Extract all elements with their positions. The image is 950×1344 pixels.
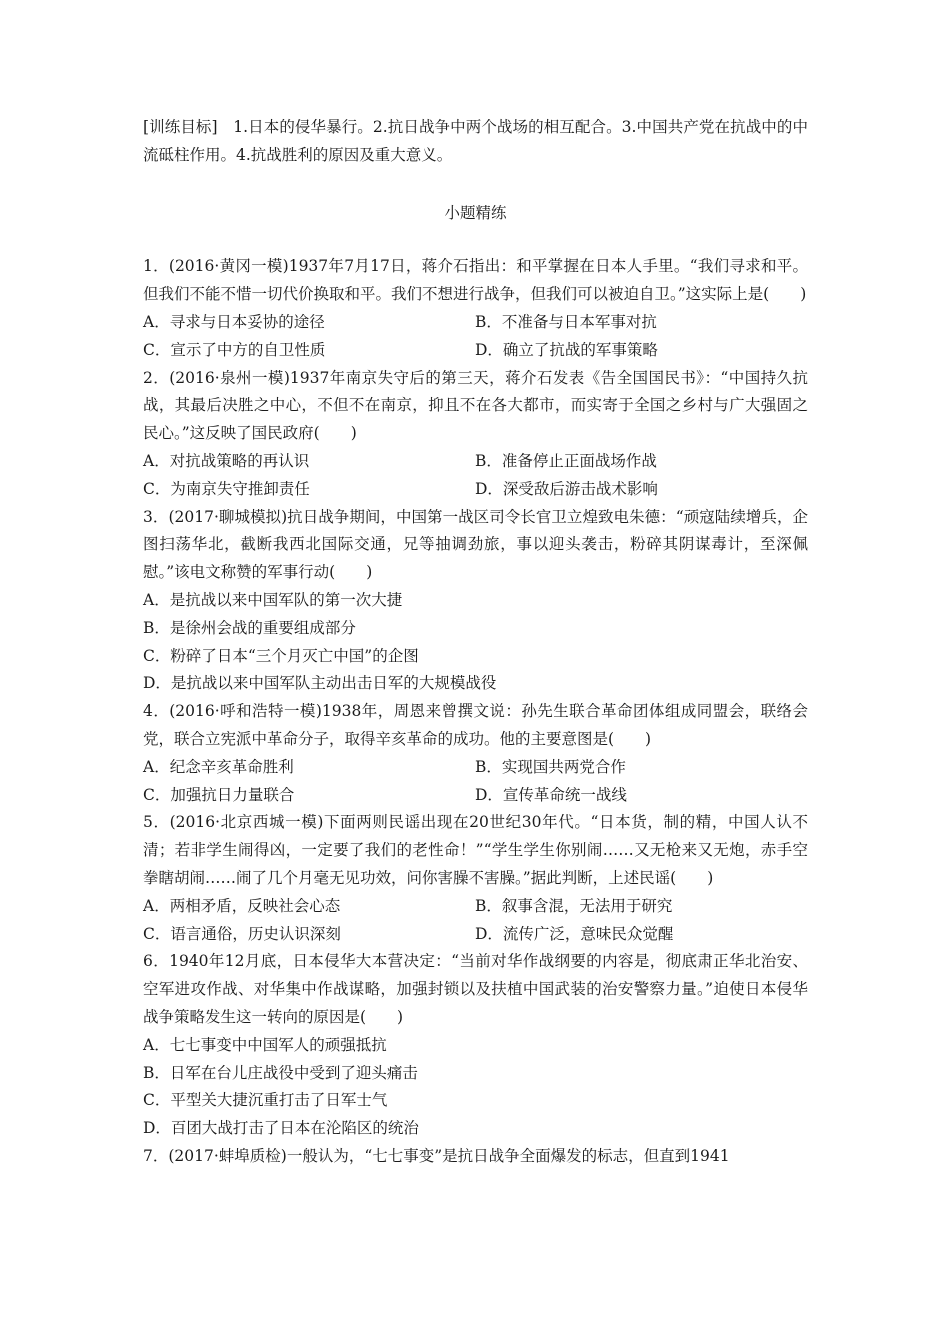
option-d: D．深受敌后游击战术影响 xyxy=(475,479,658,498)
question-stem: 5．(2016·北京西城一模)下面两则民谣出现在20世纪30年代。“日本货，制的精，中国人认不清；若非学生闹得凶，一定要了我们的老性命！”“学生学生你别闹……又无枪来又无炮，赤手空拳瞎胡闹……闹了几个月毫无见功效，问你害臊不害臊。”据此判断，上述民谣( ) xyxy=(143,813,808,887)
option-a: A．寻求与日本妥协的途径 xyxy=(143,312,325,331)
option-c: C．语言通俗，历史认识深刻 xyxy=(143,924,341,943)
question-stem: 2．(2016·泉州一模)1937年南京失守后的第三天，蒋介石发表《告全国国民书》：“中国持久抗战，其最后决胜之中心，不但不在南京，抑且不在各大都市，而实寄于全国之乡村与广大强固之民心。”这反映了国民政府( ) xyxy=(143,368,808,443)
options-row xyxy=(143,893,808,921)
option-a: A．对抗战策略的再认识 xyxy=(143,451,310,470)
options-row xyxy=(143,448,808,476)
option-d: D．流传广泛，意味民众觉醒 xyxy=(475,924,674,943)
options-row xyxy=(143,476,808,504)
question-stem: 6．1940年12月底，日本侵华大本营决定：“当前对华作战纲要的内容是，彻底肃正华北治安、空军进攻作战、对华集中作战谋略，加强封锁以及扶植中国武装的治安警察力量。”迫使日本侵华战争策略发生这一转向的原因是( ) xyxy=(143,952,808,1026)
options-row xyxy=(143,921,808,949)
option-d: D．确立了抗战的军事策略 xyxy=(475,340,658,359)
question-stem: 4．(2016·呼和浩特一模)1938年，周恩来曾撰文说：孙先生联合革命团体组成同盟会，联络会党，联合立宪派中革命分子，取得辛亥革命的成功。他的主要意图是( ) xyxy=(143,702,808,748)
option-b: B．准备停止正面战场作战 xyxy=(475,451,657,470)
option-b: B．不准备与日本军事对抗 xyxy=(475,312,657,331)
question-1 xyxy=(143,253,808,364)
options-row xyxy=(143,782,808,810)
option-a: A．两相矛盾，反映社会心态 xyxy=(143,896,341,915)
question-3 xyxy=(143,504,808,699)
option-b: B．日军在台儿庄战役中受到了迎头痛击 xyxy=(143,1063,418,1082)
option-b: B．是徐州会战的重要组成部分 xyxy=(143,618,356,637)
question-stem: 1．(2016·黄冈一模)1937年7月17日，蒋介石指出：和平掌握在日本人手里。“我们寻求和平。但我们不能不惜一切代价换取和平。我们不想进行战争，但我们可以被迫自卫。”这实际上是( ) xyxy=(143,257,808,304)
option-a: A．是抗战以来中国军队的第一次大捷 xyxy=(143,590,403,609)
option-d: D．百团大战打击了日本在沦陷区的统治 xyxy=(143,1119,419,1138)
option-b: B．叙事含混，无法用于研究 xyxy=(475,896,673,915)
option-c: C．平型关大捷沉重打击了日军士气 xyxy=(143,1091,388,1110)
question-2 xyxy=(143,365,808,504)
document-page xyxy=(143,114,808,1171)
option-c: C．宣示了中方的自卫性质 xyxy=(143,340,326,359)
options-row xyxy=(143,754,808,782)
question-7 xyxy=(143,1143,808,1171)
option-d: D．宣传革命统一战线 xyxy=(475,785,627,804)
options-row xyxy=(143,337,808,365)
question-6 xyxy=(143,948,808,1143)
options-row xyxy=(143,309,808,337)
option-c: C．加强抗日力量联合 xyxy=(143,785,295,804)
question-stem: 7．(2017·蚌埠质检)一般认为，“七七事变”是抗日战争全面爆发的标志，但直到1941 xyxy=(143,1146,730,1165)
option-b: B．实现国共两党合作 xyxy=(475,757,626,776)
training-objective: [训练目标] 1.日本的侵华暴行。2.抗日战争中两个战场的相互配合。3.中国共产党在抗战中的中流砥柱作用。4.抗战胜利的原因及重大意义。 xyxy=(143,118,808,164)
question-stem: 3．(2017·聊城模拟)抗日战争期间，中国第一战区司令长官卫立煌致电朱德：“顽寇陆续增兵，企图扫荡华北，截断我西北国际交通，兄等抽调劲旅，事以迎头袭击，粉碎其阴谋毒计，至深佩慰。”该电文称赞的军事行动( ) xyxy=(143,507,808,582)
option-a: A．纪念辛亥革命胜利 xyxy=(143,757,294,776)
option-c: C．为南京失守推卸责任 xyxy=(143,479,310,498)
question-4 xyxy=(143,698,808,809)
option-a: A．七七事变中中国军人的顽强抵抗 xyxy=(143,1035,387,1054)
section-title: 小题精练 xyxy=(444,203,507,222)
option-d: D．是抗战以来中国军队主动出击日军的大规模战役 xyxy=(143,674,497,693)
option-c: C．粉碎了日本“三个月灭亡中国”的企图 xyxy=(143,646,419,665)
question-5 xyxy=(143,809,808,948)
